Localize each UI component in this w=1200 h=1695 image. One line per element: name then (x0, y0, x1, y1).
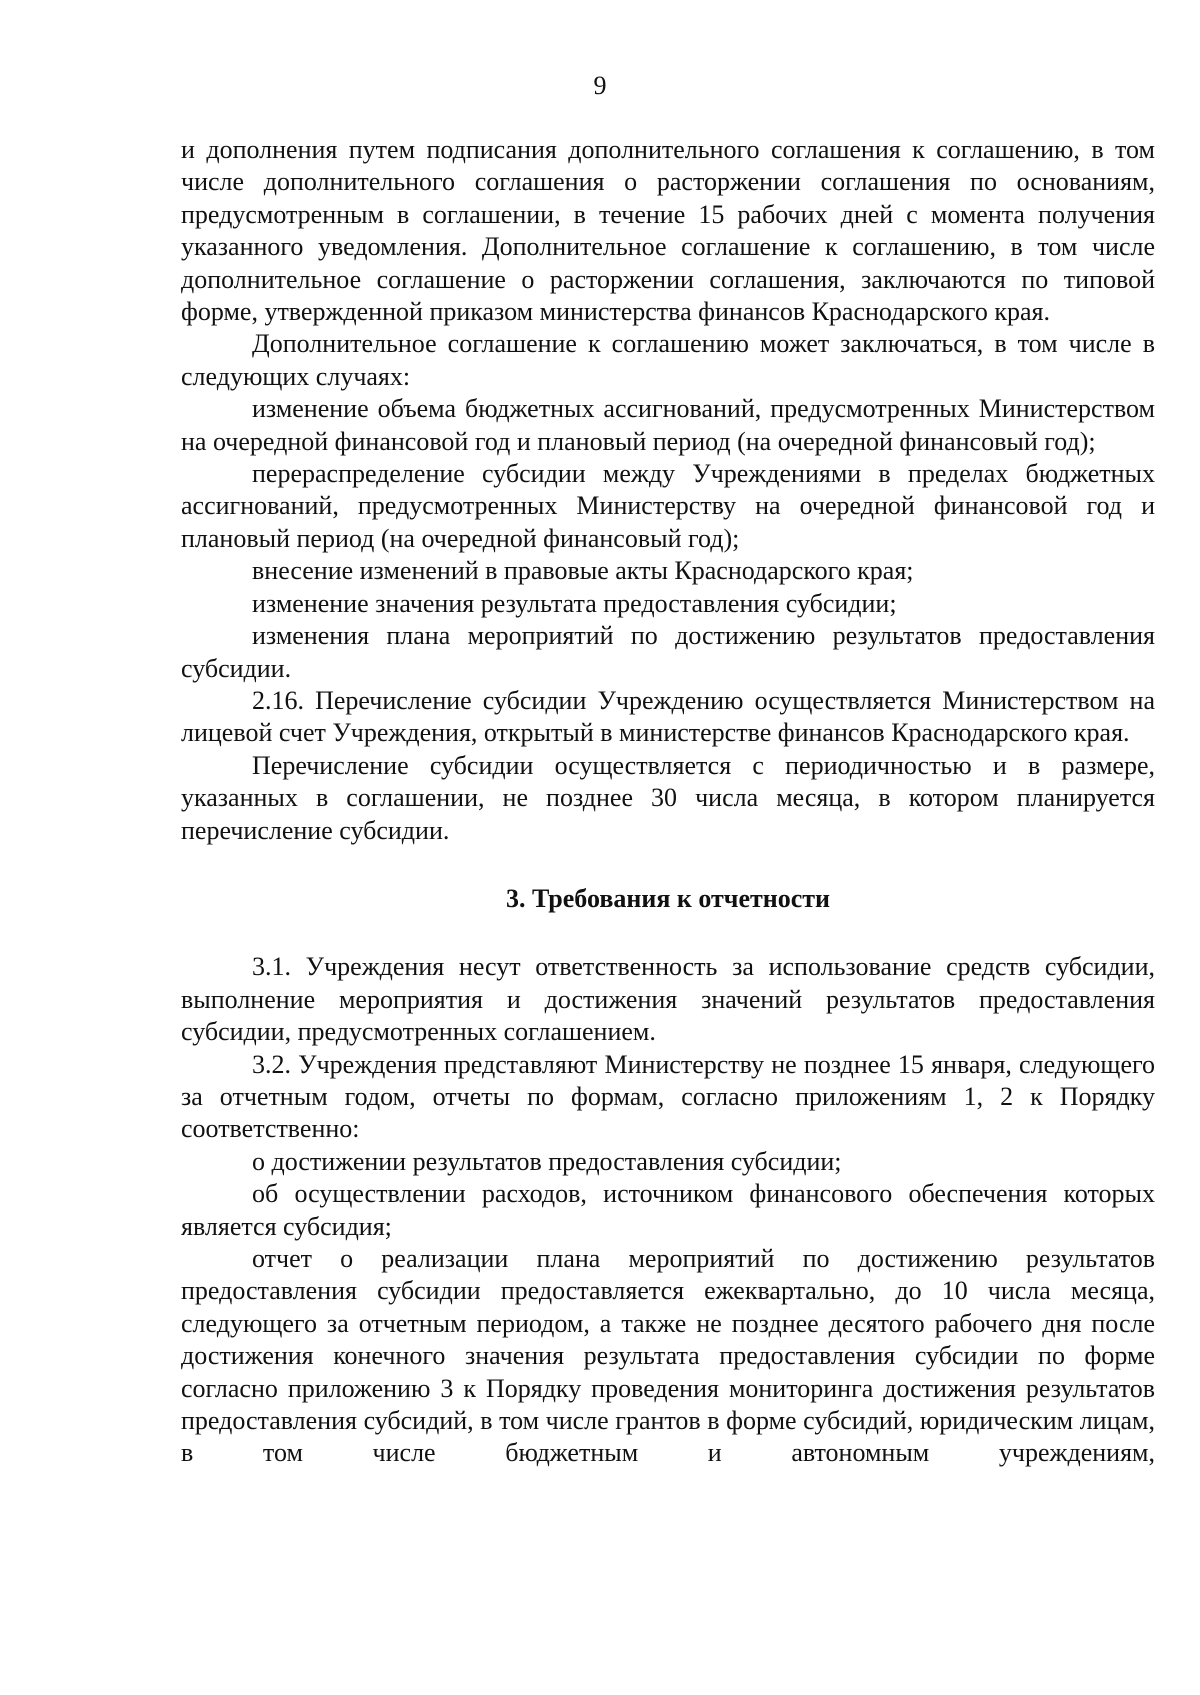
list-item-legal-acts-change: внесение изменений в правовые акты Краснодарского края; (252, 556, 914, 586)
paragraph-agreement-amendment: и дополнения путем подписания дополнительного соглашения к соглашению, в том числе дополнительного соглашения о расторжении соглашения по основаниям, предусмотренным в соглашении, в течение 15 рабочих дней с момента получения указанного уведомления. Дополнительное соглашение к соглашению, в том числе дополнительное соглашение о расторжении соглашения, заключаются по типовой форме, утвержденной приказом министерства финансов Краснодарского края. (181, 135, 1155, 327)
list-item-subsidy-redistribution: перераспределение субсидии между Учреждениями в пределах бюджетных ассигнований, предусмотренных Министерству на очередной финансовой год и плановый период (на очередной финансовый год); (181, 459, 1155, 553)
list-item-plan-change: изменения плана мероприятий по достижению результатов предоставления субсидии. (181, 621, 1155, 683)
list-item-budget-change: изменение объема бюджетных ассигнований, предусмотренных Министерством на очередной финансовой год и плановый период (на очередной финансовый год); (181, 394, 1155, 456)
page-number: 9 (593, 71, 607, 100)
paragraph-transfer-periodicity: Перечисление субсидии осуществляется с периодичностью и в размере, указанных в соглашении, не позднее 30 числа месяца, в котором планируется перечисление субсидии. (181, 750, 1155, 845)
document-body (181, 134, 1155, 1470)
list-item-result-value-change: изменение значения результата предоставления субсидии; (252, 588, 897, 618)
list-item-results-report: о достижении результатов предоставления субсидии; (252, 1146, 842, 1176)
paragraph-plan-implementation-report: отчет о реализации плана мероприятий по достижению результатов предоставления субсидии предоставляется ежеквартально, до 10 числа месяца, следующего за отчетным периодом, а также не позднее десятого рабочего дня после достижения конечного значения результата предоставления субсидии по форме согласно приложению 3 к Порядку проведения мониторинга достижения результатов предоставления субсидий, в том числе грантов в форме субсидий, юридическим лицам, в том числе бюджетным и автономным учреждениям, (181, 1244, 1155, 1468)
paragraph-2-16: 2.16. Перечисление субсидии Учреждению осуществляется Министерством на лицевой счет Учреждения, открытый в министерстве финансов Краснодарского края. (181, 685, 1155, 748)
paragraph-additional-agreement-cases: Дополнительное соглашение к соглашению может заключаться, в том числе в следующих случаях: (181, 329, 1155, 391)
paragraph-3-2: 3.2. Учреждения представляют Министерству не позднее 15 января, следующего за отчетным годом, отчеты по формам, согласно приложениям 1, 2 к Порядку соответственно: (181, 1049, 1155, 1144)
paragraph-3-1: 3.1. Учреждения несут ответственность за использование средств субсидии, выполнение мероприятия и достижения значений результатов предоставления субсидии, предусмотренных соглашением. (181, 952, 1155, 1047)
section-heading-reporting: 3. Требования к отчетности (505, 883, 831, 913)
list-item-expenses-report: об осуществлении расходов, источником финансового обеспечения которых является субсидия; (181, 1179, 1155, 1241)
